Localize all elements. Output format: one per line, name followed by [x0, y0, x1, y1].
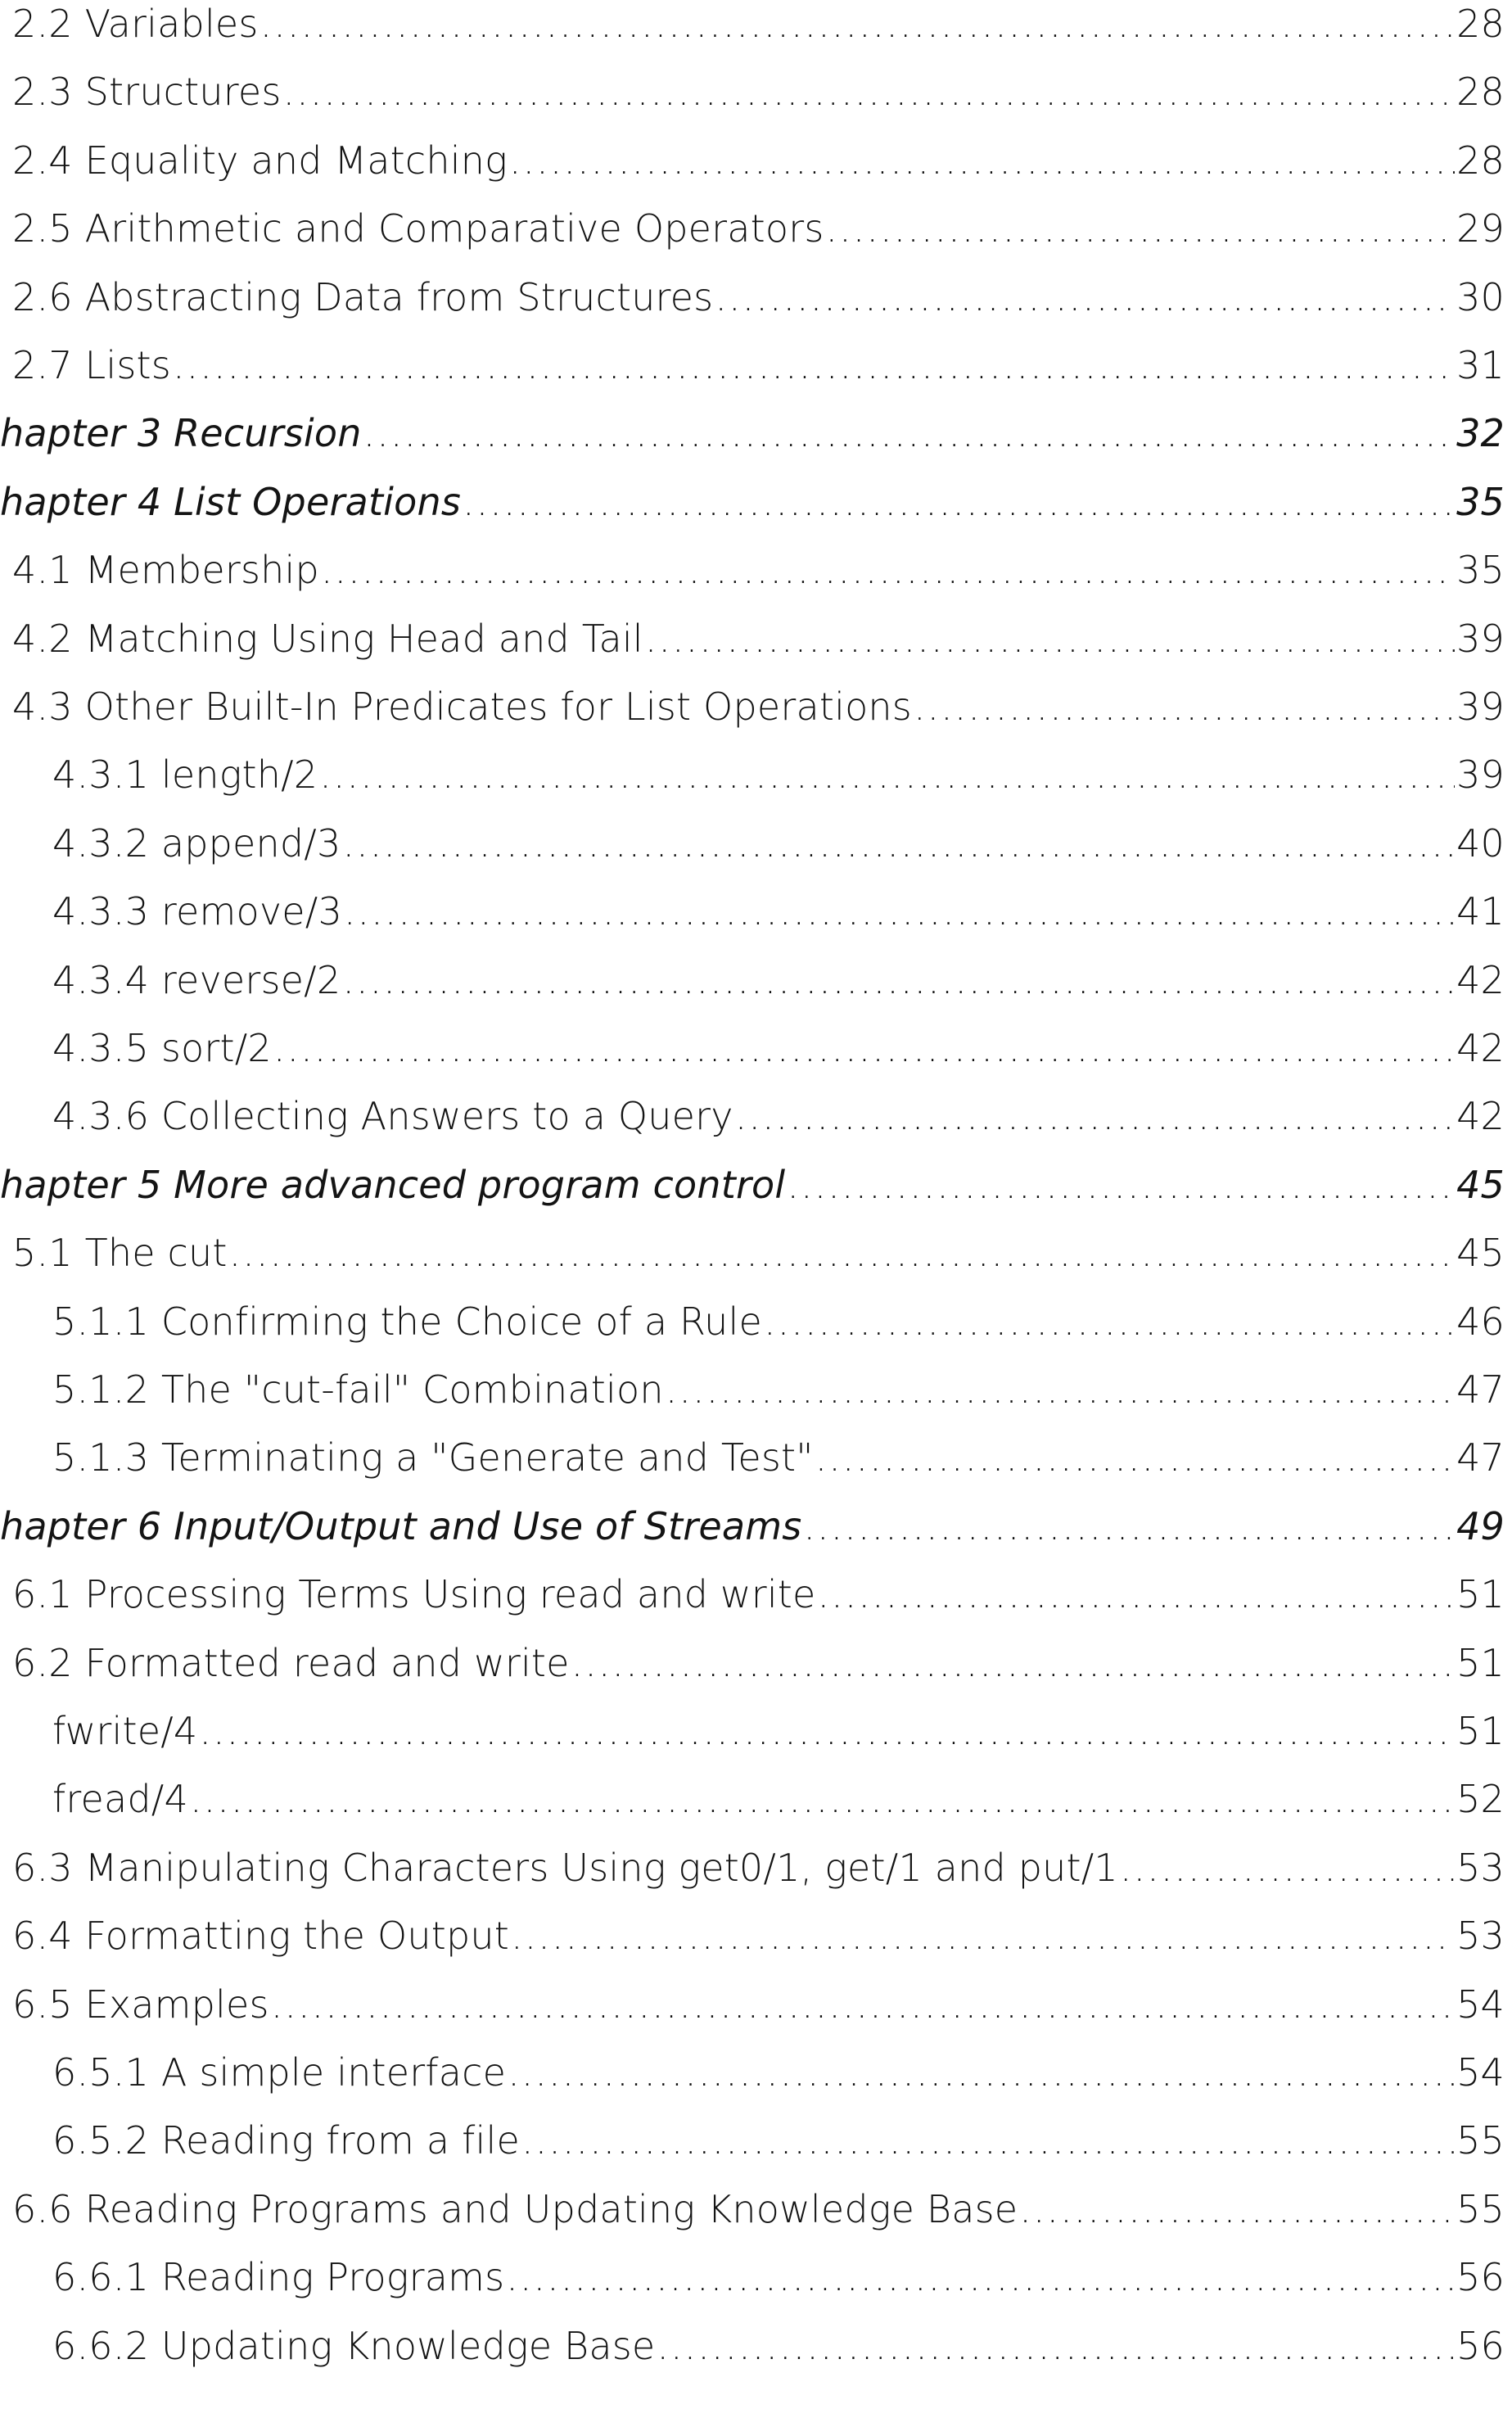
toc-entry-page-number: 54 [1456, 2050, 1505, 2095]
toc-dot-leader [509, 138, 1455, 183]
toc-entry[interactable] [0, 1367, 1505, 1425]
toc-entry-page-number: 55 [1456, 2118, 1505, 2163]
toc-entry[interactable] [0, 1914, 1505, 1971]
toc-entry[interactable] [0, 2, 1505, 59]
toc-entry-title: 4.2 Matching Using Head and Tail [12, 616, 643, 661]
toc-dot-leader [657, 2324, 1455, 2368]
toc-entry[interactable] [0, 2324, 1505, 2381]
toc-entry-page-number: 47 [1456, 1435, 1505, 1480]
toc-entry-title: 4.3.3 remove/3 [52, 889, 342, 934]
toc-entry-title: 4.3.4 reverse/2 [52, 957, 341, 1002]
toc-entry[interactable] [0, 1982, 1505, 2040]
toc-entry-title: 6.4 Formatting the Output [12, 1914, 509, 1959]
toc-entry-page-number: 39 [1456, 616, 1505, 661]
toc-entry[interactable] [0, 1846, 1505, 1903]
toc-entry-title: 2.7 Lists [12, 343, 171, 387]
toc-entry[interactable] [0, 70, 1505, 127]
toc-entry-page-number: 47 [1456, 1367, 1505, 1412]
toc-entry[interactable] [0, 889, 1505, 947]
toc-entry[interactable] [0, 617, 1505, 674]
toc-entry-title: 2.6 Abstracting Data from Structures [12, 274, 714, 319]
toc-entry-page-number: 30 [1456, 274, 1505, 319]
toc-entry-title: 4.3.5 sort/2 [52, 1026, 272, 1070]
toc-dot-leader [818, 1572, 1456, 1616]
toc-dot-leader [229, 1231, 1455, 1275]
toc-entry[interactable] [0, 2118, 1505, 2176]
toc-dot-leader [645, 617, 1455, 661]
toc-entry-page-number: 51 [1456, 1709, 1505, 1753]
toc-entry-page-number: 45 [1456, 1231, 1505, 1276]
toc-dot-leader [273, 1026, 1455, 1070]
toc-entry-page-number: 42 [1456, 957, 1505, 1002]
toc-entry-page-number: 51 [1456, 1640, 1505, 1685]
toc-entry[interactable] [0, 138, 1505, 196]
toc-entry[interactable] [0, 343, 1505, 400]
toc-dot-leader [463, 480, 1455, 524]
toc-entry-page-number: 42 [1456, 1094, 1505, 1139]
toc-entry-title: 4.3.1 length/2 [52, 752, 318, 798]
toc-entry-title: 2.2 Variables [12, 2, 259, 46]
toc-dot-leader [506, 2255, 1455, 2299]
toc-entry-page-number: 28 [1456, 138, 1505, 183]
toc-dot-leader [283, 70, 1456, 114]
toc-entry[interactable] [0, 2187, 1505, 2244]
toc-entry[interactable] [0, 206, 1505, 264]
toc-entry-page-number: 31 [1456, 343, 1505, 387]
toc-entry[interactable] [0, 1504, 1505, 1561]
toc-dot-leader [344, 889, 1455, 933]
toc-entry-title: fwrite/4 [52, 1709, 198, 1753]
toc-dot-leader [260, 2, 1455, 46]
toc-dot-leader [1120, 1846, 1455, 1890]
toc-dot-leader [1019, 2187, 1455, 2231]
toc-dot-leader [173, 343, 1455, 387]
toc-entry-page-number: 53 [1456, 1914, 1505, 1959]
toc-entry-title: 2.3 Structures [12, 70, 282, 115]
toc-entry-title: fread/4 [52, 1777, 188, 1822]
toc-dot-leader [666, 1367, 1455, 1412]
toc-dot-leader [815, 1435, 1455, 1480]
toc-dot-leader [715, 275, 1455, 319]
toc-entry[interactable] [0, 480, 1505, 537]
toc-entry-title: hapter 5 More advanced program control [0, 1162, 786, 1207]
toc-entry-page-number: 52 [1456, 1777, 1505, 1822]
toc-entry[interactable] [0, 1435, 1505, 1493]
toc-dot-leader [787, 1163, 1455, 1207]
toc-entry-page-number: 28 [1456, 2, 1505, 46]
toc-entry-title: hapter 6 Input/Output and Use of Streams [0, 1503, 802, 1548]
toc-dot-leader [511, 1914, 1455, 1958]
toc-entry-page-number: 39 [1456, 685, 1505, 729]
toc-entry-title: 5.1.3 Terminating a "Generate and Test" [52, 1435, 814, 1480]
toc-entry-title: 2.4 Equality and Matching [12, 138, 508, 183]
toc-entry-title: 6.2 Formatted read and write [12, 1640, 570, 1685]
toc-entry[interactable] [0, 1231, 1505, 1288]
toc-entry-page-number: 51 [1456, 1572, 1505, 1617]
toc-entry-page-number: 49 [1456, 1503, 1505, 1548]
toc-dot-leader [764, 1299, 1455, 1344]
toc-dot-leader [803, 1504, 1455, 1548]
toc-entry-page-number: 32 [1456, 411, 1505, 456]
toc-entry[interactable] [0, 1163, 1505, 1220]
toc-entry-page-number: 41 [1456, 889, 1505, 934]
toc-dot-leader [271, 1982, 1455, 2027]
toc-entry-title: hapter 3 Recursion [0, 411, 362, 456]
toc-dot-leader [363, 411, 1455, 455]
toc-entry-page-number: 35 [1456, 548, 1505, 593]
toc-entry-page-number: 35 [1456, 479, 1505, 524]
toc-dot-leader [199, 1709, 1455, 1753]
toc-entry[interactable] [0, 821, 1505, 879]
toc-dot-leader [319, 752, 1455, 797]
toc-entry[interactable] [0, 548, 1505, 605]
toc-entry[interactable] [0, 1709, 1505, 1766]
toc-entry[interactable] [0, 1026, 1505, 1083]
toc-entry-page-number: 40 [1456, 820, 1505, 865]
toc-entry-page-number: 54 [1456, 1982, 1505, 2027]
toc-entry-title: 6.3 Manipulating Characters Using get0/1, get/1 and put/1 [12, 1845, 1118, 1890]
toc-entry[interactable] [0, 2050, 1505, 2108]
toc-entry-page-number: 42 [1456, 1026, 1505, 1070]
toc-dot-leader [342, 958, 1455, 1002]
toc-entry-title: 6.6 Reading Programs and Updating Knowledge Base [12, 2186, 1018, 2231]
toc-entry[interactable] [0, 752, 1505, 810]
toc-entry[interactable] [0, 1641, 1505, 1698]
toc-entry[interactable] [0, 1299, 1505, 1357]
toc-entry[interactable] [0, 1094, 1505, 1151]
toc-dot-leader [190, 1777, 1455, 1821]
toc-entry-page-number: 28 [1456, 70, 1505, 115]
toc-entry[interactable] [0, 1572, 1505, 1629]
toc-dot-leader [508, 2050, 1455, 2095]
toc-dot-leader [342, 821, 1455, 865]
toc-entry-title: 5.1.1 Confirming the Choice of a Rule [52, 1299, 762, 1344]
toc-entry[interactable] [0, 2255, 1505, 2312]
toc-entry-title: 6.1 Processing Terms Using read and write [12, 1572, 816, 1617]
toc-entry-title: 2.5 Arithmetic and Comparative Operators [12, 206, 824, 251]
toc-entry-title: 6.5.2 Reading from a file [52, 2118, 520, 2163]
toc-entry-page-number: 53 [1456, 1845, 1505, 1890]
toc-entry-title: 6.5 Examples [12, 1982, 269, 2027]
toc-entry-page-number: 45 [1456, 1162, 1505, 1207]
toc-dot-leader [571, 1641, 1455, 1685]
toc-entry-title: 4.3.2 append/3 [52, 820, 341, 865]
toc-entry-page-number: 55 [1456, 2186, 1505, 2231]
toc-entry-title: 4.1 Membership [12, 548, 319, 593]
toc-entry[interactable] [0, 1777, 1505, 1834]
toc-entry-title: hapter 4 List Operations [0, 479, 462, 524]
toc-dot-leader [735, 1094, 1455, 1138]
toc-entry[interactable] [0, 275, 1505, 332]
toc-entry-title: 6.6.2 Updating Knowledge Base [52, 2323, 656, 2368]
toc-dot-leader [914, 685, 1455, 729]
toc-entry-page-number: 56 [1456, 2255, 1505, 2300]
toc-entry[interactable] [0, 685, 1505, 742]
toc-entry-title: 6.6.1 Reading Programs [52, 2255, 505, 2300]
toc-entry-page-number: 29 [1456, 206, 1505, 251]
toc-entry[interactable] [0, 411, 1505, 468]
toc-entry-title: 5.1 The cut [12, 1231, 228, 1276]
toc-dot-leader [321, 548, 1455, 592]
toc-entry-title: 6.5.1 A simple interface [52, 2050, 507, 2095]
toc-dot-leader [521, 2118, 1455, 2163]
toc-entry-page-number: 39 [1456, 752, 1505, 798]
toc-dot-leader [826, 206, 1456, 251]
toc-entry-page-number: 46 [1456, 1299, 1505, 1344]
toc-entry[interactable] [0, 958, 1505, 1015]
toc-entry-title: 4.3.6 Collecting Answers to a Query [52, 1094, 733, 1139]
toc-entry-page-number: 56 [1456, 2323, 1505, 2368]
toc-entry-title: 4.3 Other Built-In Predicates for List Operations [12, 685, 912, 729]
toc-entry-title: 5.1.2 The "cut-fail" Combination [52, 1367, 664, 1412]
